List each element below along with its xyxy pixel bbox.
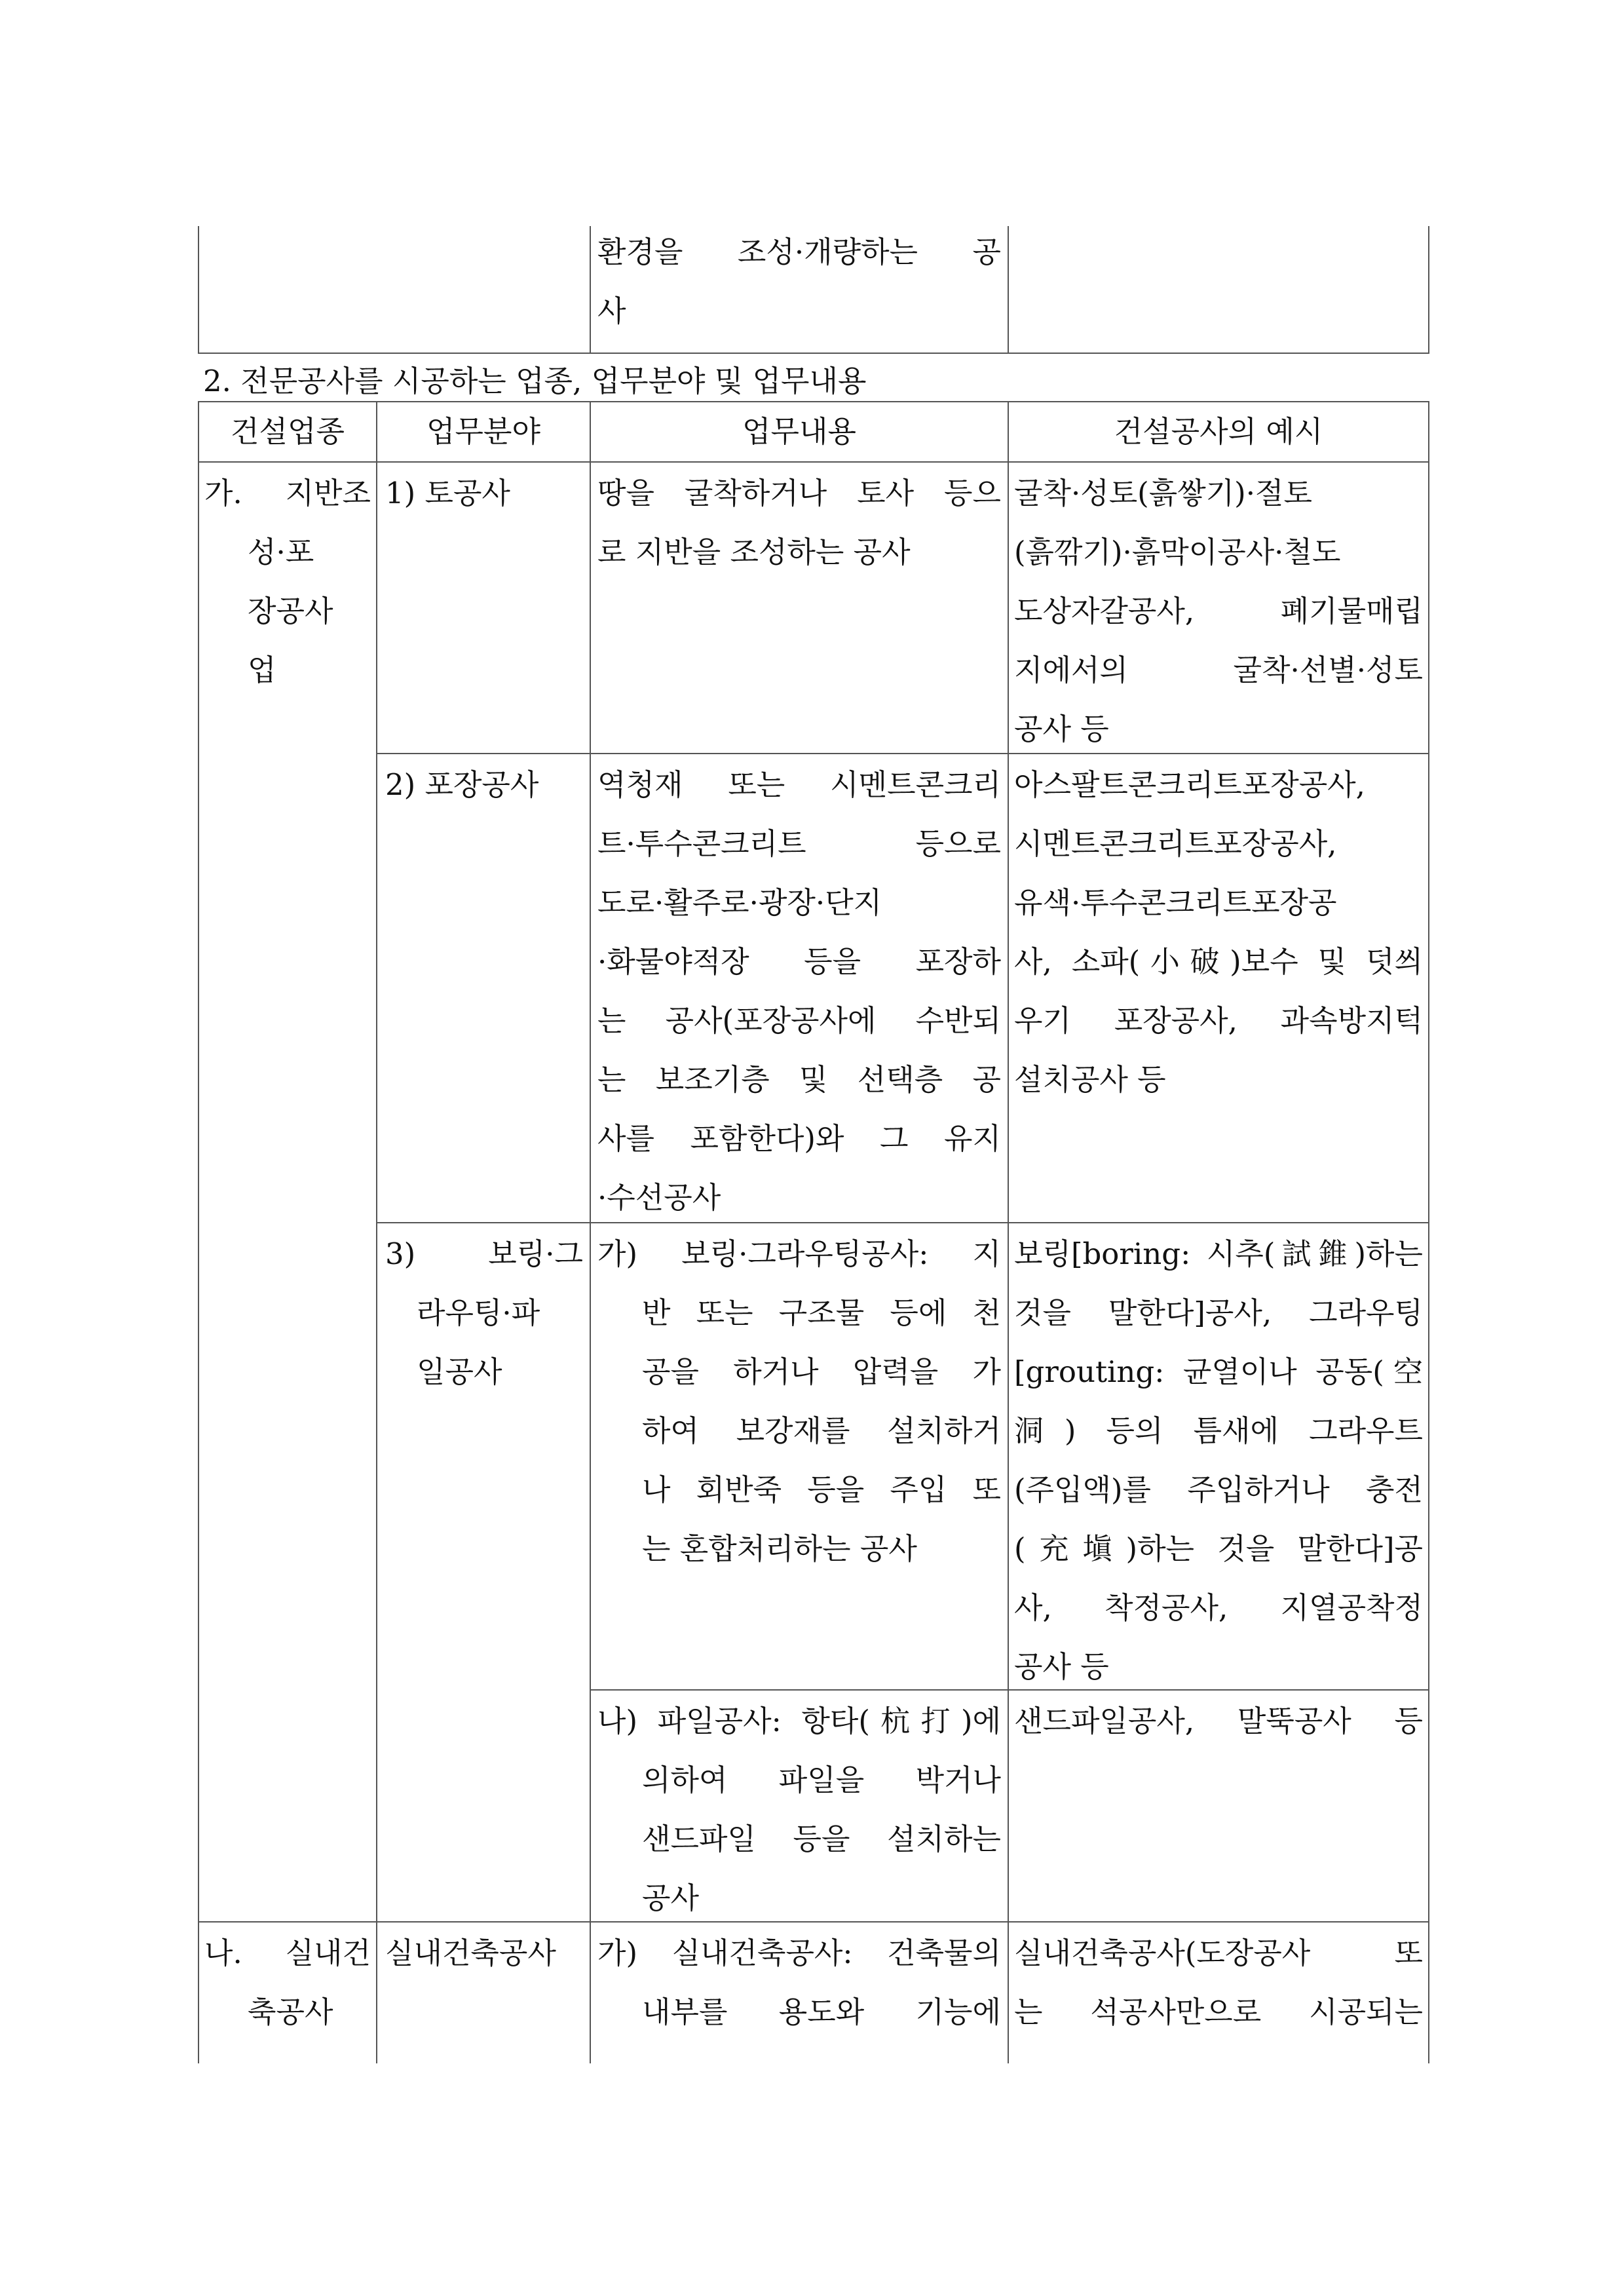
content-cell-paving: 역청재 또는 시멘트콘크리 트·투수콘크리트 등으로 도로·활주로·광장·단지 ·화물야적장 등을 포장하 는 공사(포장공사에 수반되 는 보조기층 및 선택층 공 사를 포함한다)와 그 유지 ·수선공사 (597, 767, 1001, 1215)
field-cell-boring: 3) 보링·그 라우팅·파 일공사 (385, 1236, 583, 1389)
example-cell-pile: 샌드파일공사, 말뚝공사 등 (1014, 1704, 1423, 1738)
table-border (198, 353, 1429, 354)
table-border (1008, 401, 1009, 2063)
example-cell-interior: 실내건축공사(도장공사 또 는 석공사만으로 시공되는 (1014, 1936, 1423, 2029)
example-cell-boring-grouting: 보링[boring: 시추(試錐)하는 것을 말한다]공사, 그라우팅 [grouting: 균열이나 공동(空 洞) 등의 틈새에 그라우트 (주입액)를 주입하거나 충전 (充塡)하는 것을 말한다]공 사, 착정공사, 지열공착정 공사 등 (1014, 1236, 1423, 1684)
content-cell: 환경을 조성·개량하는 공 사 (597, 235, 1001, 328)
industry-cell-ga: 가. 지반조 성·포 장공사 업 (204, 476, 371, 687)
table-border (198, 461, 1429, 463)
table-border (1428, 401, 1429, 2063)
table-border (198, 401, 199, 2063)
header-example: 건설공사의 예시 (1114, 414, 1323, 449)
table-border (1428, 226, 1429, 354)
content-cell-interior: 가) 실내건축공사: 건축물의 내부를 용도와 기능에 (597, 1936, 1001, 2029)
field-cell-paving: 2) 포장공사 (385, 767, 539, 802)
section-title: 2. 전문공사를 시공하는 업종, 업무분야 및 업무내용 (203, 364, 867, 398)
field-cell-interior: 실내건축공사 (385, 1936, 556, 1970)
content-cell-earthwork: 땅을 굴착하거나 토사 등으 로 지반을 조성하는 공사 (597, 476, 1001, 569)
table-border (198, 226, 199, 354)
header-industry: 건설업종 (231, 414, 345, 449)
table-border (590, 401, 591, 2063)
table-border (590, 226, 591, 354)
example-cell-paving: 아스팔트콘크리트포장공사, 시멘트콘크리트포장공사, 유색·투수콘크리트포장공 사, 소파(小破)보수 및 덧씌 우기 포장공사, 과속방지턱 설치공사 등 (1014, 767, 1423, 1097)
header-content: 업무내용 (742, 414, 856, 449)
industry-cell-na: 나. 실내건 축공사 (204, 1936, 371, 2029)
content-cell-boring-grouting: 가) 보링·그라우팅공사: 지 반 또는 구조물 등에 천 공을 하거나 압력을 가 하여 보강재를 설치하거 나 회반죽 등을 주입 또 는 혼합처리하는 공사 (597, 1236, 1001, 1566)
example-cell-earthwork: 굴착·성토(흙쌓기)·절토 (흙깎기)·흙막이공사·철도 도상자갈공사, 폐기물매립 지에서의 굴착·선별·성토 공사 등 (1014, 476, 1423, 746)
content-cell-pile: 나) 파일공사: 항타(杭打)에 의하여 파일을 박거나 샌드파일 등을 설치하는 공사 (597, 1704, 1001, 1915)
table-border (1008, 226, 1009, 354)
field-cell-earthwork: 1) 토공사 (385, 476, 510, 510)
table-border (376, 401, 377, 2063)
header-field: 업무분야 (426, 414, 540, 449)
